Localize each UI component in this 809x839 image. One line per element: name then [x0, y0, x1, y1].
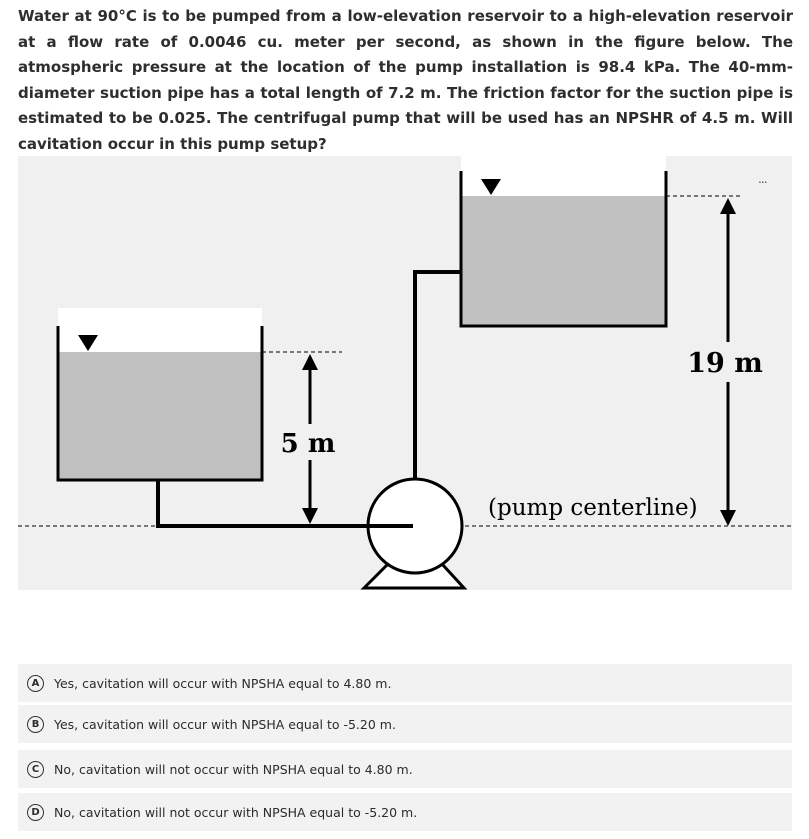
discharge-height-label: 19 m [687, 348, 763, 379]
option-d-letter: D [27, 804, 44, 821]
option-b[interactable] [18, 705, 792, 743]
pump-centerline-label: (pump centerline) [488, 495, 698, 521]
question-text: Water at 90°C is to be pumped from a low-elevation reservoir to a high-elevation reservoir at a flow rate of 0.0046 cu. meter per second, as shown in the figure below. The atmospheric pressure at the location of the pump installation is 98.4 kPa. The 40-mm-diameter suction pipe has a total length of 7.2 m. The friction factor for the suction pipe is estimated to be 0.025. The centrifugal pump that will be used has an NPSHR of 4.5 m. Will cavitation occur in this pump setup? [18, 7, 793, 153]
option-a-text: Yes, cavitation will occur with NPSHA equal to 4.80 m. [54, 675, 392, 691]
option-c[interactable] [18, 750, 792, 788]
lower-reservoir-water [58, 352, 262, 480]
option-c-text: No, cavitation will not occur with NPSHA equal to 4.80 m. [54, 761, 413, 777]
suction-height-label: 5 m [280, 429, 336, 459]
more-options-icon[interactable]: ... [758, 170, 767, 186]
option-d-text: No, cavitation will not occur with NPSHA equal to -5.20 m. [54, 804, 418, 820]
option-a-letter: A [27, 675, 44, 692]
option-b-letter: B [27, 716, 44, 733]
option-a[interactable] [18, 664, 792, 702]
option-c-letter: C [27, 761, 44, 778]
pump-diagram [18, 156, 792, 590]
upper-reservoir-water [461, 196, 666, 326]
option-b-text: Yes, cavitation will occur with NPSHA equal to -5.20 m. [54, 716, 396, 732]
option-d[interactable] [18, 793, 792, 831]
